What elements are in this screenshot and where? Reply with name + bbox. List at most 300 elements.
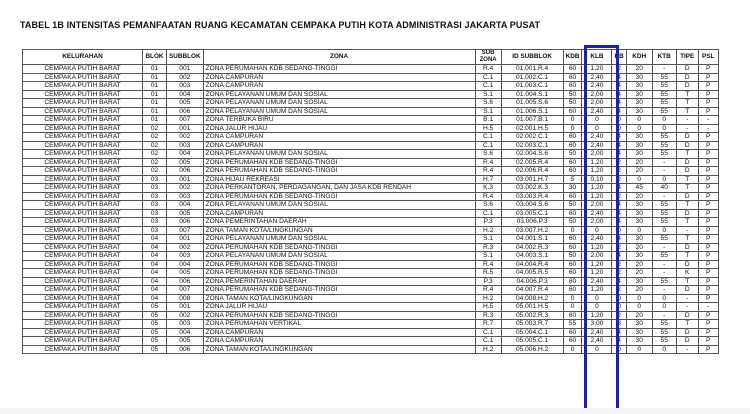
cell-kdh: 30	[626, 277, 652, 286]
cell-kdb: 50	[563, 90, 582, 99]
cell-id-subblok: 01.001.R.4	[501, 65, 563, 74]
table-row	[23, 260, 719, 269]
cell-tipe: T	[676, 99, 698, 108]
cell-kb: 4	[612, 218, 626, 227]
cell-tipe: T	[676, 107, 698, 116]
cell-kdh: 0	[626, 124, 652, 133]
cell-kb: 4	[612, 99, 626, 108]
cell-kb: 4	[612, 73, 626, 82]
cell-sub-zona: H.2	[475, 345, 501, 354]
header-id-subblok: ID SUBBLOK	[501, 50, 563, 65]
cell-ktb: 55	[652, 141, 676, 150]
cell-sub-zona: R.4	[475, 192, 501, 201]
table-row	[23, 133, 719, 142]
cell-id-subblok: 01.003.C.1	[501, 82, 563, 91]
cell-klb: 2,40	[582, 235, 612, 244]
cell-kelurahan: CEMPAKA PUTIH BARAT	[23, 133, 143, 142]
cell-psl: P	[698, 73, 718, 82]
cell-tipe: T	[676, 90, 698, 99]
cell-tipe: -	[676, 124, 698, 133]
cell-kdh: 30	[626, 320, 652, 329]
cell-blok: 04	[143, 277, 167, 286]
cell-subblok: 005	[167, 209, 204, 218]
cell-sub-zona: R.4	[475, 65, 501, 74]
cell-kdb: 60	[563, 192, 582, 201]
cell-sub-zona: C.1	[475, 337, 501, 346]
cell-kb: 4	[612, 201, 626, 210]
cell-zona: ZONA PERUMAHAN KDB SEDANG-TINGGI	[203, 65, 475, 74]
cell-kdb: 60	[563, 311, 582, 320]
cell-kdh: 20	[626, 269, 652, 278]
cell-klb: 2,40	[582, 277, 612, 286]
cell-ktb: 0	[652, 124, 676, 133]
cell-id-subblok: 04.003.S.1	[501, 252, 563, 261]
cell-psl: P	[698, 286, 718, 295]
cell-blok: 04	[143, 286, 167, 295]
cell-kdh: 30	[626, 133, 652, 142]
cell-blok: 01	[143, 82, 167, 91]
cell-kdb: 0	[563, 303, 582, 312]
cell-blok: 02	[143, 124, 167, 133]
cell-kelurahan: CEMPAKA PUTIH BARAT	[23, 99, 143, 108]
page-edge	[0, 408, 750, 414]
cell-zona: ZONA PERUMAHAN KDB SEDANG-TINGGI	[203, 167, 475, 176]
cell-id-subblok: 02.003.C.1	[501, 141, 563, 150]
cell-kelurahan: CEMPAKA PUTIH BARAT	[23, 167, 143, 176]
cell-tipe: -	[676, 345, 698, 354]
cell-blok: 02	[143, 141, 167, 150]
cell-kdh: 20	[626, 192, 652, 201]
cell-blok: 01	[143, 99, 167, 108]
cell-tipe: -	[676, 303, 698, 312]
cell-sub-zona: R.4	[475, 260, 501, 269]
cell-blok: 04	[143, 294, 167, 303]
cell-psl: P	[698, 277, 718, 286]
cell-klb: 1,20	[582, 311, 612, 320]
cell-klb: 1,20	[582, 65, 612, 74]
cell-kelurahan: CEMPAKA PUTIH BARAT	[23, 116, 143, 125]
cell-blok: 03	[143, 201, 167, 210]
cell-id-subblok: 02.004.S.6	[501, 150, 563, 159]
cell-klb: 2,40	[582, 141, 612, 150]
table-title: TABEL 1B INTENSITAS PEMANFAATAN RUANG KECAMATAN CEMPAKA PUTIH KOTA ADMINISTRASI JAKARTA PUSAT	[20, 20, 541, 30]
cell-blok: 01	[143, 90, 167, 99]
table-row	[23, 209, 719, 218]
cell-blok: 03	[143, 226, 167, 235]
cell-kdb: 55	[563, 320, 582, 329]
cell-kdb: 0	[563, 124, 582, 133]
header-subblok: SUBBLOK	[167, 50, 204, 65]
cell-kdh: 30	[626, 141, 652, 150]
cell-kdb: 60	[563, 243, 582, 252]
cell-tipe: -	[676, 116, 698, 125]
cell-kdh: 30	[626, 99, 652, 108]
cell-subblok: 002	[167, 184, 204, 193]
cell-subblok: 003	[167, 82, 204, 91]
cell-tipe: T	[676, 218, 698, 227]
cell-sub-zona: C.1	[475, 82, 501, 91]
cell-kb: 0	[612, 345, 626, 354]
table-row	[23, 150, 719, 159]
cell-kb: 8	[612, 320, 626, 329]
cell-subblok: 003	[167, 141, 204, 150]
cell-sub-zona: H.5	[475, 124, 501, 133]
cell-kb: 4	[612, 277, 626, 286]
cell-psl: -	[698, 116, 718, 125]
cell-id-subblok: 04.008.H.2	[501, 294, 563, 303]
cell-tipe: T	[676, 235, 698, 244]
cell-klb: 3,00	[582, 320, 612, 329]
cell-psl: P	[698, 337, 718, 346]
cell-klb: 2,00	[582, 90, 612, 99]
cell-sub-zona: S.1	[475, 107, 501, 116]
cell-sub-zona: R.4	[475, 286, 501, 295]
cell-zona: ZONA TAMAN KOTA/LINGKUNGAN	[203, 345, 475, 354]
cell-kdh: 30	[626, 328, 652, 337]
cell-zona: ZONA PELAYANAN UMUM DAN SOSIAL	[203, 99, 475, 108]
cell-kdb: 60	[563, 107, 582, 116]
cell-tipe: T	[676, 320, 698, 329]
cell-tipe: D	[676, 73, 698, 82]
cell-subblok: 001	[167, 235, 204, 244]
table-header-row	[23, 50, 719, 65]
cell-zona: ZONA CAMPURAN	[203, 209, 475, 218]
cell-zona: ZONA PEMERINTAHAN DAERAH	[203, 218, 475, 227]
cell-kdb: 60	[563, 167, 582, 176]
cell-tipe: D	[676, 158, 698, 167]
cell-id-subblok: 03.006.P.3	[501, 218, 563, 227]
cell-blok: 01	[143, 65, 167, 74]
cell-ktb: 55	[652, 218, 676, 227]
cell-id-subblok: 03.004.S.6	[501, 201, 563, 210]
cell-kb: 2	[612, 158, 626, 167]
cell-blok: 04	[143, 260, 167, 269]
cell-tipe: D	[676, 328, 698, 337]
cell-ktb: 55	[652, 73, 676, 82]
cell-tipe: T	[676, 184, 698, 193]
table-row	[23, 141, 719, 150]
cell-subblok: 002	[167, 311, 204, 320]
cell-id-subblok: 02.005.R.4	[501, 158, 563, 167]
cell-kdh: 30	[626, 73, 652, 82]
cell-ktb: 55	[652, 320, 676, 329]
cell-kdb: 60	[563, 260, 582, 269]
cell-klb: 2,00	[582, 201, 612, 210]
cell-id-subblok: 05.001.H.5	[501, 303, 563, 312]
cell-ktb: 55	[652, 277, 676, 286]
cell-kdb: 0	[563, 294, 582, 303]
cell-kb: 2	[612, 65, 626, 74]
cell-kelurahan: CEMPAKA PUTIH BARAT	[23, 158, 143, 167]
cell-kelurahan: CEMPAKA PUTIH BARAT	[23, 175, 143, 184]
cell-kdh: 20	[626, 243, 652, 252]
cell-subblok: 005	[167, 269, 204, 278]
cell-psl: P	[698, 201, 718, 210]
cell-zona: ZONA PERUMAHAN KDB SEDANG-TINGGI	[203, 311, 475, 320]
cell-klb: 1,20	[582, 260, 612, 269]
table-row	[23, 328, 719, 337]
cell-tipe: D	[676, 209, 698, 218]
cell-subblok: 008	[167, 294, 204, 303]
cell-sub-zona: H.2	[475, 294, 501, 303]
cell-psl: P	[698, 82, 718, 91]
cell-sub-zona: P.3	[475, 218, 501, 227]
cell-kdh: 20	[626, 260, 652, 269]
cell-kelurahan: CEMPAKA PUTIH BARAT	[23, 184, 143, 193]
cell-kdh: 30	[626, 209, 652, 218]
cell-kdh: 30	[626, 218, 652, 227]
cell-blok: 01	[143, 107, 167, 116]
cell-tipe: D	[676, 167, 698, 176]
cell-klb: 2,00	[582, 252, 612, 261]
cell-ktb: 55	[652, 337, 676, 346]
cell-tipe: D	[676, 337, 698, 346]
cell-subblok: 007	[167, 226, 204, 235]
header-zona: ZONA	[203, 50, 475, 65]
cell-blok: 02	[143, 150, 167, 159]
cell-subblok: 006	[167, 107, 204, 116]
cell-blok: 05	[143, 311, 167, 320]
cell-sub-zona: S.6	[475, 99, 501, 108]
cell-zona: ZONA PERKANTORAN, PERDAGANGAN, DAN JASA KDB RENDAH	[203, 184, 475, 193]
table-row	[23, 235, 719, 244]
cell-kb: 0	[612, 294, 626, 303]
cell-ktb: -	[652, 158, 676, 167]
cell-tipe: D	[676, 141, 698, 150]
cell-kdb: 50	[563, 150, 582, 159]
cell-blok: 02	[143, 167, 167, 176]
cell-kelurahan: CEMPAKA PUTIH BARAT	[23, 218, 143, 227]
cell-sub-zona: S.1	[475, 252, 501, 261]
table-row	[23, 218, 719, 227]
cell-blok: 04	[143, 235, 167, 244]
cell-blok: 03	[143, 218, 167, 227]
cell-kdh: 30	[626, 252, 652, 261]
cell-kdb: 50	[563, 201, 582, 210]
cell-tipe: -	[676, 226, 698, 235]
cell-ktb: -	[652, 286, 676, 295]
cell-kb: 4	[612, 235, 626, 244]
cell-ktb: -	[652, 311, 676, 320]
cell-kb: 2	[612, 167, 626, 176]
cell-sub-zona: C.1	[475, 73, 501, 82]
cell-klb: 2,00	[582, 150, 612, 159]
cell-kdh: 0	[626, 345, 652, 354]
cell-klb: 0	[582, 303, 612, 312]
cell-kdb: 0	[563, 226, 582, 235]
cell-id-subblok: 01.002.C.1	[501, 73, 563, 82]
table-row	[23, 252, 719, 261]
cell-klb: 1,20	[582, 243, 612, 252]
cell-zona: ZONA PELAYANAN UMUM DAN SOSIAL	[203, 107, 475, 116]
cell-kb: 4	[612, 337, 626, 346]
cell-kdh: 30	[626, 90, 652, 99]
cell-ktb: 0	[652, 294, 676, 303]
cell-klb: 2,40	[582, 73, 612, 82]
cell-ktb: -	[652, 269, 676, 278]
cell-id-subblok: 01.007.B.1	[501, 116, 563, 125]
cell-subblok: 003	[167, 192, 204, 201]
cell-id-subblok: 02.006.R.4	[501, 167, 563, 176]
cell-kelurahan: CEMPAKA PUTIH BARAT	[23, 124, 143, 133]
cell-zona: ZONA PELAYANAN UMUM DAN SOSIAL	[203, 235, 475, 244]
cell-ktb: 0	[652, 303, 676, 312]
cell-zona: ZONA TERBUKA BIRU	[203, 116, 475, 125]
cell-id-subblok: 03.002.K.3	[501, 184, 563, 193]
cell-id-subblok: 05.003.R.7	[501, 320, 563, 329]
table-row	[23, 320, 719, 329]
cell-kb: 2	[612, 175, 626, 184]
cell-subblok: 003	[167, 320, 204, 329]
cell-subblok: 005	[167, 337, 204, 346]
cell-subblok: 005	[167, 99, 204, 108]
cell-id-subblok: 03.007.H.2	[501, 226, 563, 235]
cell-kelurahan: CEMPAKA PUTIH BARAT	[23, 286, 143, 295]
cell-kelurahan: CEMPAKA PUTIH BARAT	[23, 226, 143, 235]
cell-kelurahan: CEMPAKA PUTIH BARAT	[23, 65, 143, 74]
cell-subblok: 003	[167, 252, 204, 261]
cell-klb: 0	[582, 345, 612, 354]
cell-ktb: 55	[652, 90, 676, 99]
cell-kdh: 0	[626, 226, 652, 235]
cell-kb: 4	[612, 184, 626, 193]
cell-blok: 03	[143, 175, 167, 184]
cell-kdb: 60	[563, 235, 582, 244]
cell-zona: ZONA JALUR HIJAU	[203, 303, 475, 312]
cell-tipe: D	[676, 65, 698, 74]
cell-kb: 4	[612, 133, 626, 142]
cell-blok: 02	[143, 133, 167, 142]
table-row	[23, 158, 719, 167]
cell-ktb: 0	[652, 175, 676, 184]
cell-blok: 01	[143, 73, 167, 82]
cell-psl: P	[698, 226, 718, 235]
cell-tipe: T	[676, 150, 698, 159]
cell-ktb: 55	[652, 328, 676, 337]
cell-klb: 1,20	[582, 184, 612, 193]
cell-kelurahan: CEMPAKA PUTIH BARAT	[23, 311, 143, 320]
cell-psl: P	[698, 269, 718, 278]
cell-ktb: 0	[652, 116, 676, 125]
cell-kelurahan: CEMPAKA PUTIH BARAT	[23, 328, 143, 337]
cell-sub-zona: C.1	[475, 133, 501, 142]
cell-kdh: 20	[626, 158, 652, 167]
cell-kelurahan: CEMPAKA PUTIH BARAT	[23, 277, 143, 286]
cell-sub-zona: H.2	[475, 226, 501, 235]
cell-subblok: 004	[167, 328, 204, 337]
cell-kdh: 30	[626, 337, 652, 346]
cell-tipe: D	[676, 286, 698, 295]
cell-id-subblok: 01.005.S.6	[501, 99, 563, 108]
cell-kelurahan: CEMPAKA PUTIH BARAT	[23, 192, 143, 201]
table-row	[23, 303, 719, 312]
cell-klb: 2,40	[582, 209, 612, 218]
cell-id-subblok: 02.002.C.1	[501, 133, 563, 142]
table-row	[23, 294, 719, 303]
cell-blok: 05	[143, 303, 167, 312]
cell-sub-zona: B.1	[475, 116, 501, 125]
cell-psl: P	[698, 235, 718, 244]
cell-kelurahan: CEMPAKA PUTIH BARAT	[23, 209, 143, 218]
cell-kdh: 20	[626, 311, 652, 320]
table-row	[23, 345, 719, 354]
cell-psl: P	[698, 90, 718, 99]
cell-tipe: D	[676, 311, 698, 320]
cell-tipe: D	[676, 243, 698, 252]
cell-id-subblok: 03.003.R.4	[501, 192, 563, 201]
cell-kb: 4	[612, 90, 626, 99]
header-kdh: KDH	[626, 50, 652, 65]
cell-kdh: 0	[626, 294, 652, 303]
cell-subblok: 002	[167, 243, 204, 252]
cell-id-subblok: 04.004.R.4	[501, 260, 563, 269]
table-row	[23, 90, 719, 99]
cell-tipe: D	[676, 192, 698, 201]
cell-zona: ZONA CAMPURAN	[203, 133, 475, 142]
cell-klb: 1,20	[582, 269, 612, 278]
cell-id-subblok: 01.006.S.1	[501, 107, 563, 116]
cell-kb: 4	[612, 107, 626, 116]
cell-subblok: 004	[167, 150, 204, 159]
cell-ktb: -	[652, 167, 676, 176]
cell-zona: ZONA PERUMAHAN KDB SEDANG-TINGGI	[203, 286, 475, 295]
table-row	[23, 201, 719, 210]
cell-kdb: 60	[563, 277, 582, 286]
table-row	[23, 337, 719, 346]
cell-klb: 1,20	[582, 192, 612, 201]
cell-kb: 2	[612, 286, 626, 295]
cell-subblok: 002	[167, 133, 204, 142]
cell-psl: P	[698, 167, 718, 176]
cell-kelurahan: CEMPAKA PUTIH BARAT	[23, 337, 143, 346]
cell-zona: ZONA HIJAU REKREASI	[203, 175, 475, 184]
cell-zona: ZONA CAMPURAN	[203, 328, 475, 337]
cell-kdb: 50	[563, 252, 582, 261]
header-kelurahan: KELURAHAN	[23, 50, 143, 65]
cell-kdh: 30	[626, 150, 652, 159]
cell-tipe: -	[676, 294, 698, 303]
cell-id-subblok: 05.005.C.1	[501, 337, 563, 346]
cell-subblok: 007	[167, 286, 204, 295]
cell-zona: ZONA PERUMAHAN KDB SEDANG-TINGGI	[203, 158, 475, 167]
cell-blok: 05	[143, 328, 167, 337]
cell-tipe: T	[676, 252, 698, 261]
header-kdb: KDB	[563, 50, 582, 65]
cell-tipe: K	[676, 269, 698, 278]
cell-kdb: 60	[563, 269, 582, 278]
cell-kdb: 0	[563, 116, 582, 125]
cell-id-subblok: 02.001.H.5	[501, 124, 563, 133]
cell-sub-zona: R.4	[475, 158, 501, 167]
cell-kdb: 60	[563, 65, 582, 74]
cell-zona: ZONA CAMPURAN	[203, 337, 475, 346]
cell-kelurahan: CEMPAKA PUTIH BARAT	[23, 73, 143, 82]
cell-kelurahan: CEMPAKA PUTIH BARAT	[23, 107, 143, 116]
cell-blok: 02	[143, 158, 167, 167]
cell-blok: 04	[143, 243, 167, 252]
cell-kdh: 20	[626, 286, 652, 295]
cell-psl: P	[698, 184, 718, 193]
cell-kelurahan: CEMPAKA PUTIH BARAT	[23, 243, 143, 252]
cell-kdb: 60	[563, 73, 582, 82]
cell-kelurahan: CEMPAKA PUTIH BARAT	[23, 141, 143, 150]
cell-kdh: 0	[626, 303, 652, 312]
cell-klb: 2,40	[582, 82, 612, 91]
cell-zona: ZONA PELAYANAN UMUM DAN SOSIAL	[203, 201, 475, 210]
cell-ktb: 55	[652, 82, 676, 91]
cell-zona: ZONA CAMPURAN	[203, 141, 475, 150]
cell-kdb: 60	[563, 158, 582, 167]
